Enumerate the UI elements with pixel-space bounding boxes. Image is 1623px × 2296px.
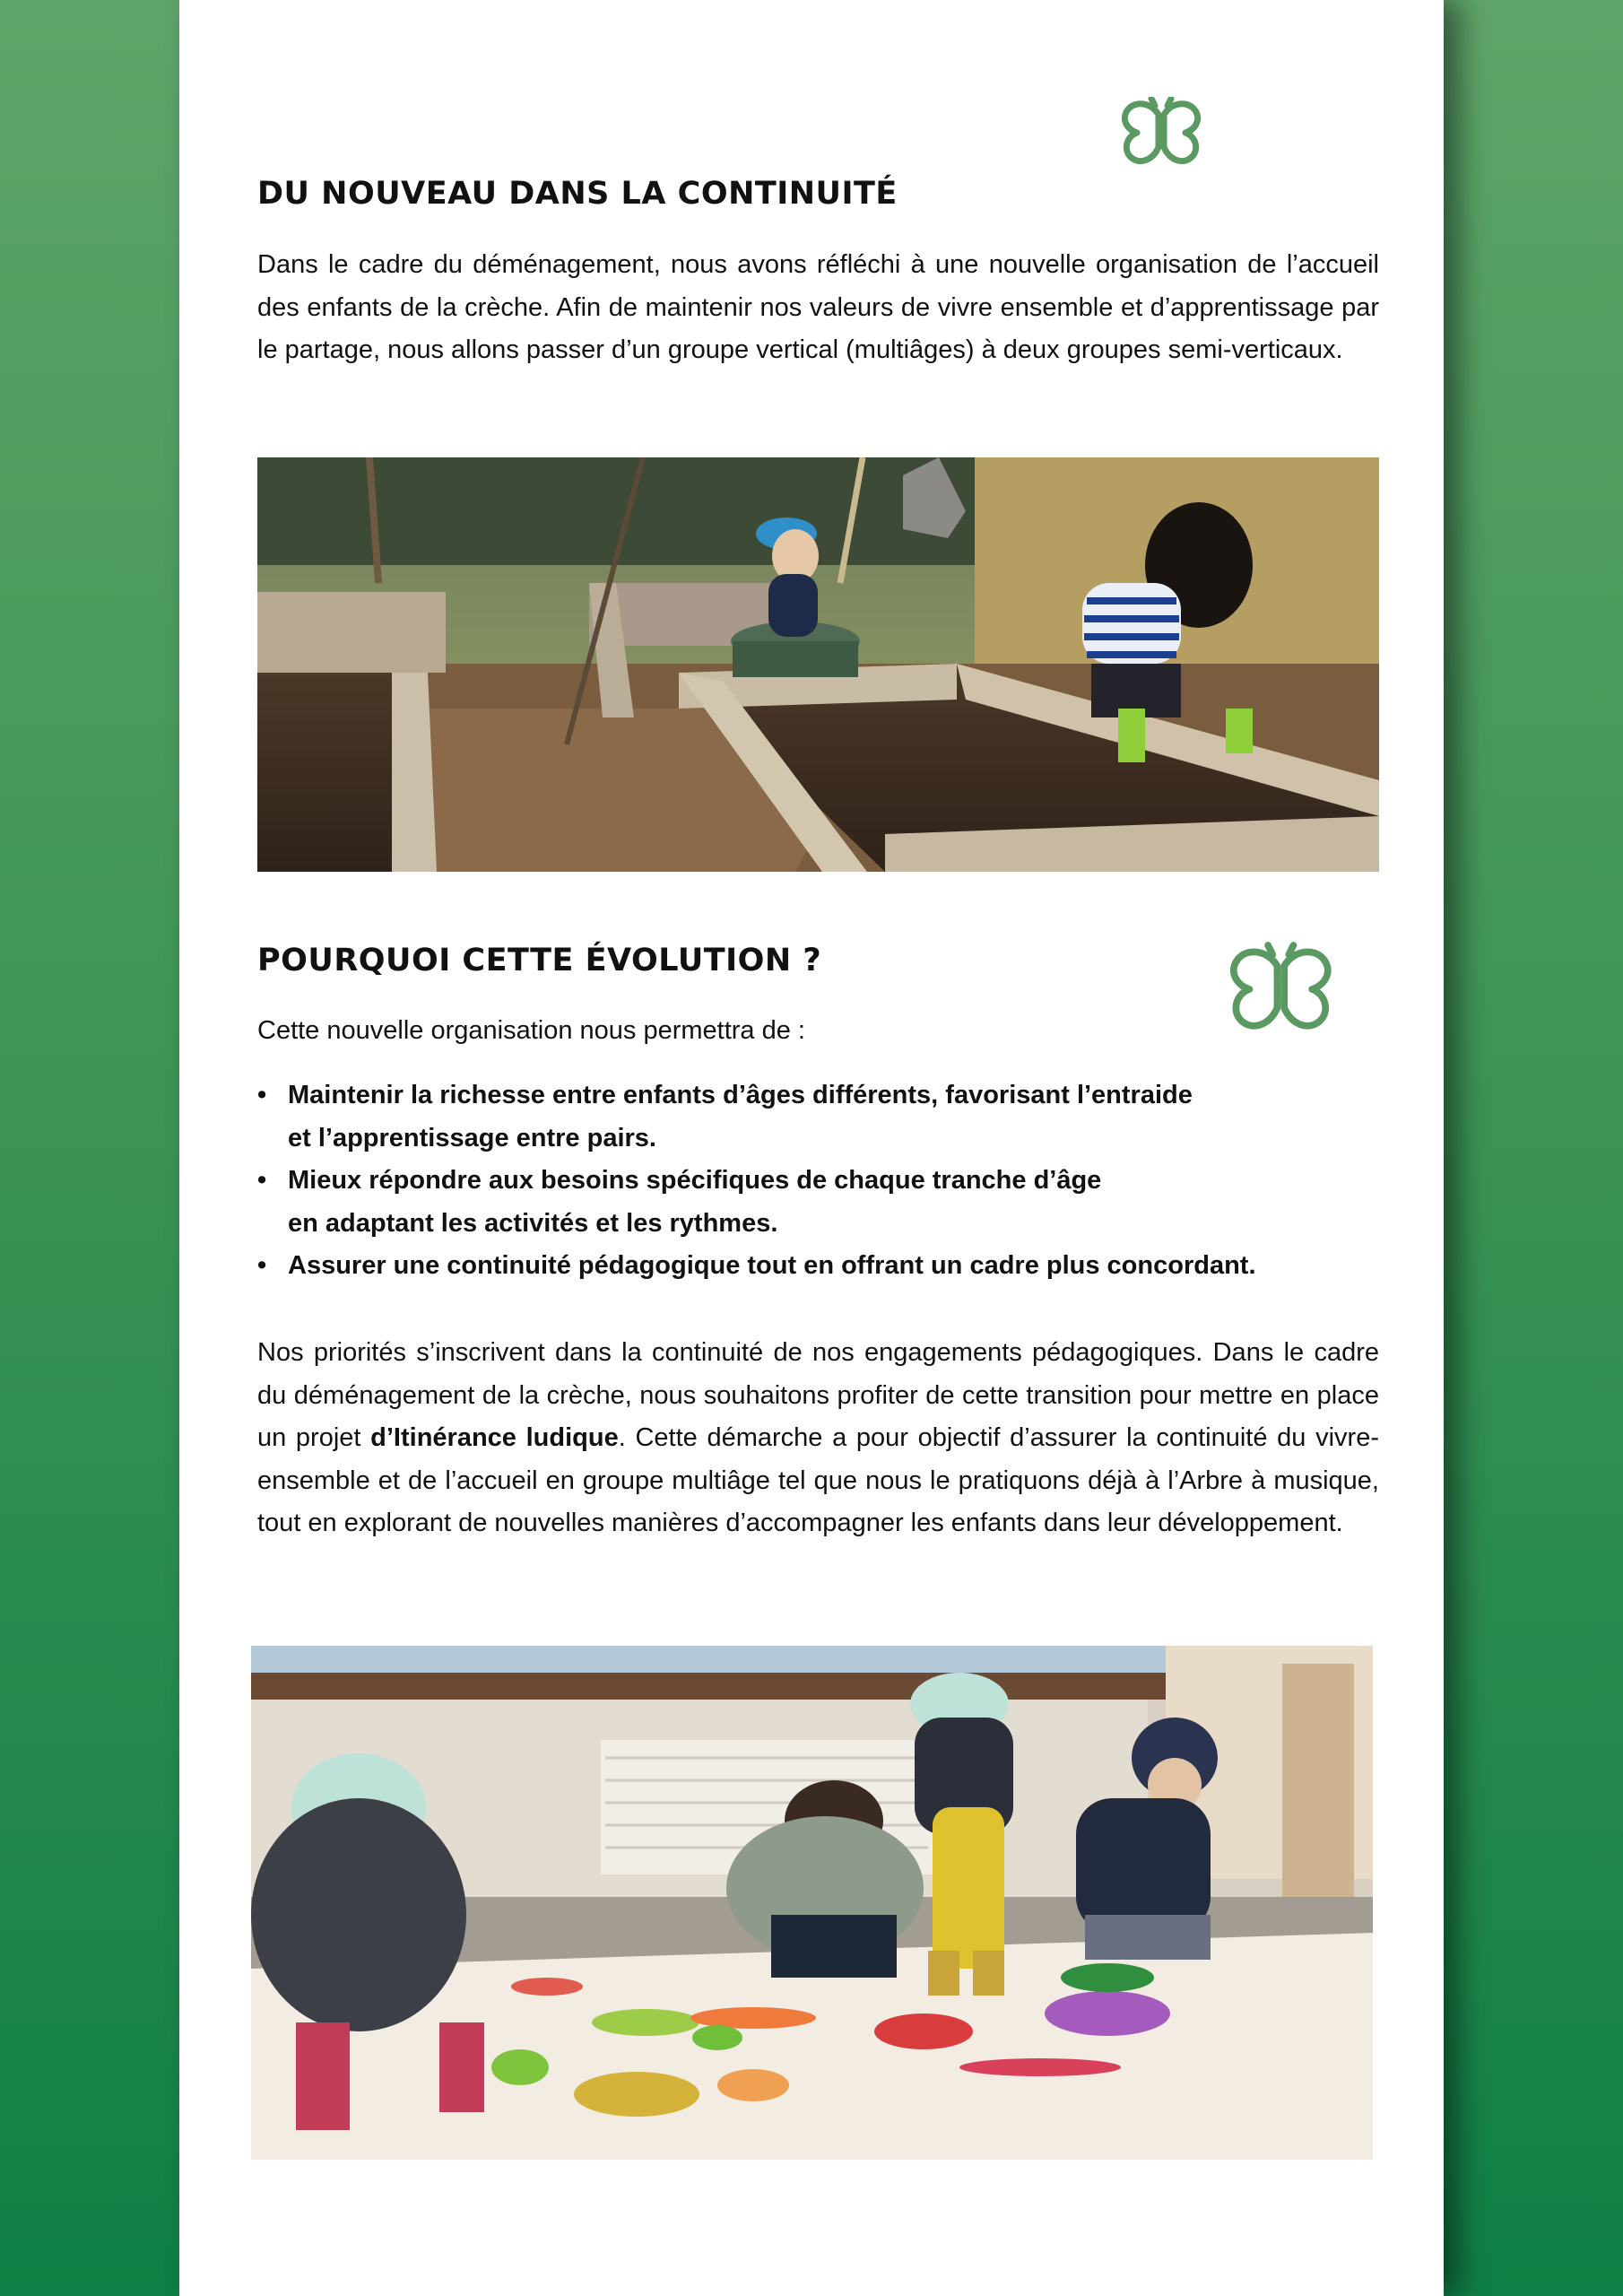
benefits-list bbox=[257, 1074, 1387, 1288]
list-item: • Assurer une continuité pédagogique tout en offrant un cadre plus concordant. bbox=[257, 1245, 1387, 1288]
section-intro: Cette nouvelle organisation nous permettra de : bbox=[257, 1016, 805, 1045]
painting-activity-photo bbox=[251, 1646, 1373, 2160]
list-item: • Maintenir la richesse entre enfants d’âges différents, favorisant l’entraide et l’apprentissage entre pairs. bbox=[257, 1074, 1387, 1160]
section-title: DU NOUVEAU DANS LA CONTINUITÉ bbox=[257, 176, 898, 212]
section-paragraph: Nos priorités s’inscrivent dans la continuité de nos engagements pédagogiques. Dans le cadre du déménagement de la crèche, nous souhaitons profiter de cette transition pour mettre en place un projet d’Itinérance ludique. Cette démarche a pour objectif d’assurer la continuité du vivre-ensemble et de l’accueil en groupe multiâge tel que nous le pratiquons déjà à l’Arbre à musique, tout en explorant de nouvelles manières d’accompagner les enfants dans leur développement. bbox=[257, 1338, 1379, 1537]
garden-photo bbox=[257, 457, 1379, 872]
butterfly-icon bbox=[1117, 97, 1203, 169]
section-title: POURQUOI CETTE ÉVOLUTION ? bbox=[257, 943, 822, 978]
document-page bbox=[179, 0, 1444, 2296]
project-name: d’Itinérance ludique bbox=[370, 1423, 619, 1452]
section-paragraph: Dans le cadre du déménagement, nous avons réfléchi à une nouvelle organisation de l’accueil des enfants de la crèche. Afin de maintenir nos valeurs de vivre ensemble et d’apprentissage par le partage, nous allons passer d’un groupe vertical (multiâges) à deux groupes semi-verticaux. bbox=[257, 250, 1379, 364]
list-item: • Mieux répondre aux besoins spécifiques de chaque tranche d’âge en adaptant les activités et les rythmes. bbox=[257, 1160, 1387, 1245]
